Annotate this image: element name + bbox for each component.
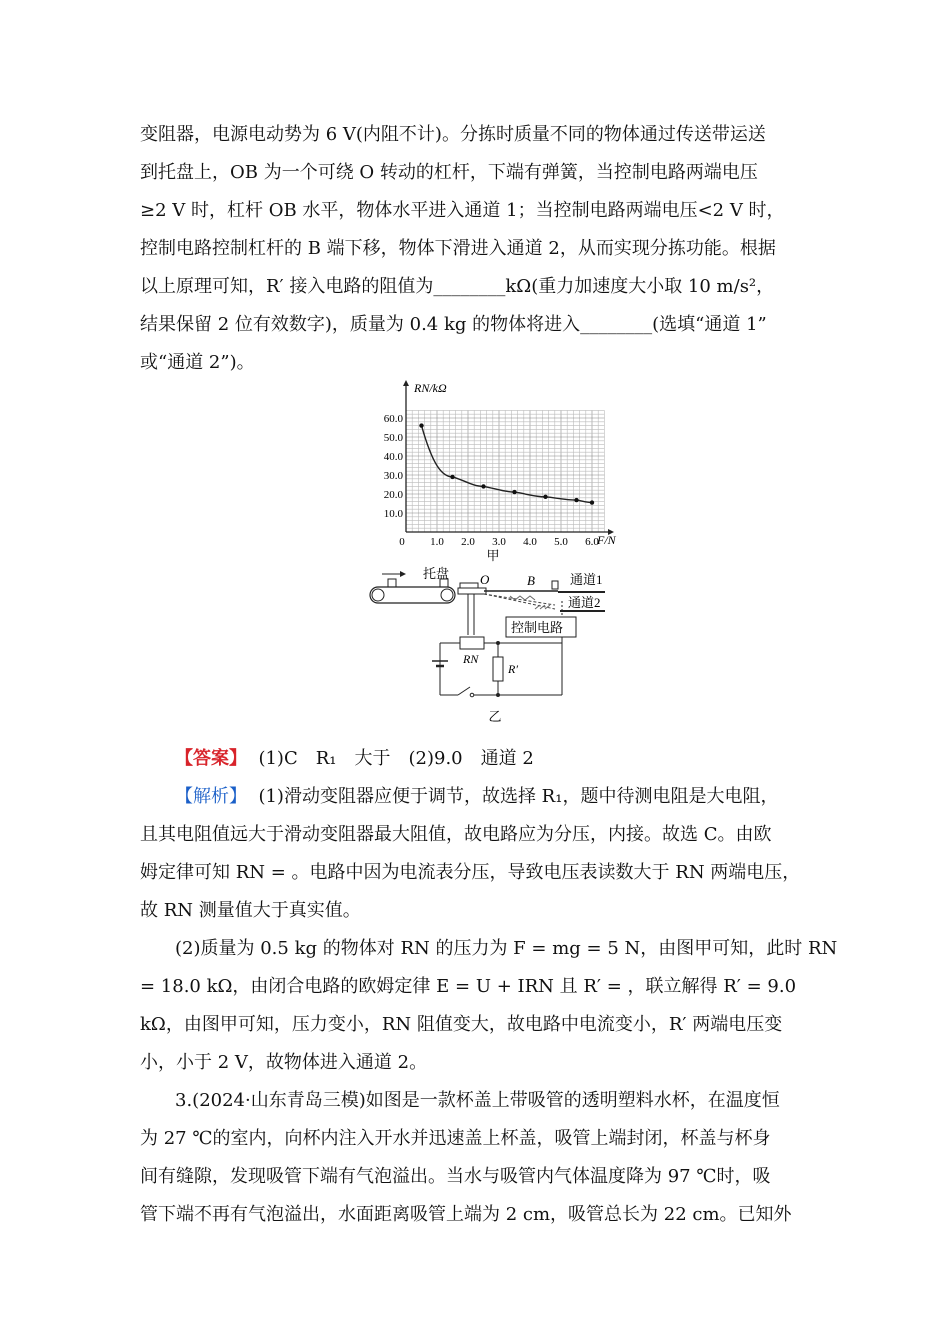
tray-plate bbox=[458, 588, 486, 594]
y-tick-label: 50.0 bbox=[383, 432, 403, 444]
channel-1-label: 通道1 bbox=[570, 572, 603, 587]
x-tick-label: 2.0 bbox=[461, 536, 475, 548]
spring-base bbox=[535, 605, 550, 609]
y-axis-label: RN/kΩ bbox=[414, 381, 447, 395]
x-tick-label: 3.0 bbox=[492, 536, 506, 548]
data-point bbox=[543, 495, 547, 499]
switch bbox=[458, 687, 470, 695]
rn-force-chart bbox=[368, 380, 628, 565]
data-point bbox=[481, 484, 485, 488]
tray bbox=[460, 583, 478, 588]
end-label: B bbox=[527, 573, 535, 588]
answer-line bbox=[175, 747, 850, 771]
x-tick-label: 6.0 bbox=[585, 536, 599, 548]
tray-label: 托盘 bbox=[423, 566, 450, 581]
y-tick-label: 60.0 bbox=[383, 413, 403, 425]
text-line: 姆定律可知 RN = 。电路中因为电流表分压，导致电压表读数大于 RN 两端电压， bbox=[140, 862, 801, 883]
roller-right bbox=[441, 589, 453, 601]
sorting-circuit-diagram bbox=[360, 565, 630, 725]
text-line: 小，小于 2 V，故物体进入通道 2。 bbox=[140, 1052, 428, 1073]
rn-label: RN bbox=[463, 652, 479, 666]
switch-contact bbox=[470, 693, 474, 697]
text-line: ≥2 V 时，杠杆 OB 水平，物体水平进入通道 1；当控制电路两端电压<2 V 时， bbox=[140, 200, 785, 221]
analysis-line bbox=[175, 785, 850, 809]
text-line: 结果保留 2 位有效数字)，质量为 0.4 kg 的物体将进入________(选填“通道 1” bbox=[140, 314, 767, 335]
y-tick-label: 30.0 bbox=[383, 470, 403, 482]
y-tick-label: 40.0 bbox=[383, 451, 403, 463]
x-tick-label: 4.0 bbox=[523, 536, 537, 548]
roller-left bbox=[372, 589, 384, 601]
x-axis-label: F/N bbox=[597, 533, 616, 547]
analysis-text: (1)滑动变阻器应便于调节，故选择 R₁，题中待测电阻是大电阻， bbox=[258, 786, 779, 807]
text-line: = 18.0 kΩ，由闭合电路的欧姆定律 E = U + IRN 且 R′ = ，联立解得 R′ = 9.0 bbox=[140, 976, 797, 997]
x-tick-label: 1.0 bbox=[430, 536, 444, 548]
text-line: 为 27 ℃的室内，向杯内注入开水并迅速盖上杯盖，吸管上端封闭，杯盖与杯身 bbox=[140, 1128, 771, 1149]
motion-arrow-head bbox=[400, 571, 406, 577]
text-line: 或“通道 2”)。 bbox=[140, 352, 255, 373]
data-point bbox=[574, 498, 578, 502]
analysis-tag: 【解析】 bbox=[175, 786, 247, 807]
text-line: 故 RN 测量值大于真实值。 bbox=[140, 900, 361, 921]
channel-2-label: 通道2 bbox=[568, 595, 601, 610]
figure-caption: 乙 bbox=[488, 709, 502, 724]
x-tick-label: 0 bbox=[399, 536, 405, 548]
data-point bbox=[512, 490, 516, 494]
y-axis-arrow bbox=[403, 380, 409, 386]
conveyor-belt bbox=[370, 587, 455, 603]
chart-grid bbox=[406, 410, 604, 532]
y-tick-label: 20.0 bbox=[383, 489, 403, 501]
data-point bbox=[450, 475, 454, 479]
pivot-label: O bbox=[480, 572, 490, 587]
problem-3-line: 3.(2024·山东青岛三模)如图是一款杯盖上带吸管的透明塑料水杯，在温度恒 bbox=[175, 1090, 780, 1111]
data-point bbox=[419, 423, 423, 427]
text-line: 且其电阻值远大于滑动变阻器最大阻值，故电路应为分压，内接。故选 C。由欧 bbox=[140, 824, 772, 845]
text-line: 到托盘上，OB 为一个可绕 O 转动的杠杆，下端有弹簧，当控制电路两端电压 bbox=[140, 162, 758, 183]
text-line: (2)质量为 0.5 kg 的物体对 RN 的压力为 F = mg = 5 N，由图甲可知，此时 RN bbox=[175, 938, 838, 959]
x-tick-label: 5.0 bbox=[554, 536, 568, 548]
text-line: 控制电路控制杠杆的 B 端下移，物体下滑进入通道 2，从而实现分拣功能。根据 bbox=[140, 238, 776, 259]
text-line: kΩ，由图甲可知，压力变小，RN 阻值变大，故电路中电流变小，R′ 两端电压变 bbox=[140, 1014, 783, 1035]
spring bbox=[510, 596, 535, 600]
answer-tag: 【答案】 bbox=[175, 748, 247, 769]
text-line: 以上原理可知，R′ 接入电路的阻值为________kΩ(重力加速度大小取 10 m/s²， bbox=[140, 276, 775, 297]
answer-text: (1)C R₁ 大于 (2)9.0 通道 2 bbox=[258, 748, 534, 769]
text-line: 管下端不再有气泡溢出，水面距离吸管上端为 2 cm，吸管总长为 22 cm。已知外 bbox=[140, 1204, 792, 1225]
object-box bbox=[388, 579, 396, 587]
control-circuit-label: 控制电路 bbox=[511, 620, 564, 635]
lever-stop bbox=[552, 581, 558, 589]
lever-lowered bbox=[484, 594, 555, 605]
text-line: 变阻器，电源电动势为 6 V(内阻不计)。分拣时质量不同的物体通过传送带运送 bbox=[140, 124, 766, 145]
rn-resistor bbox=[460, 637, 484, 649]
y-tick-label: 10.0 bbox=[383, 508, 403, 520]
text-line: 间有缝隙，发现吸管下端有气泡溢出。当水与吸管内气体温度降为 97 ℃时，吸 bbox=[140, 1166, 771, 1187]
rprime-label: R′ bbox=[508, 662, 518, 676]
data-point bbox=[590, 500, 594, 504]
chart-caption: 甲 bbox=[486, 548, 500, 563]
rprime-resistor bbox=[493, 657, 503, 681]
